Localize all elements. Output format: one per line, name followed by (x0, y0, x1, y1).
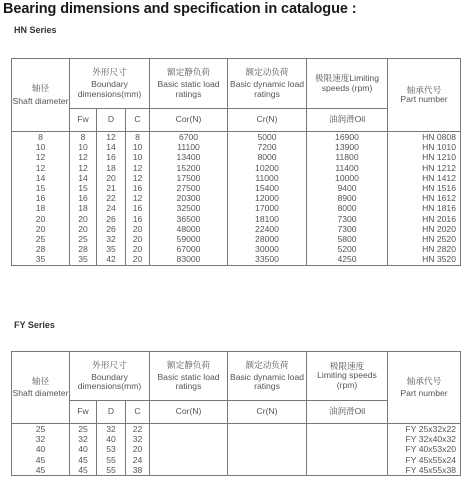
fy-boundary-header (70, 352, 150, 401)
hn-cell-d: 18 (97, 163, 126, 173)
fy-cell-dynamic-load (228, 434, 307, 444)
fy-cell-dynamic-load (228, 465, 307, 476)
fy-cell-static-load (150, 424, 228, 435)
table-row (12, 465, 461, 476)
hn-spec-table (11, 58, 461, 266)
fy-cell-static-load (150, 465, 228, 476)
fy-part-cn: 轴承代号 (406, 375, 442, 386)
hn-cell-fw: 28 (70, 244, 97, 254)
hn-cell-d: 14 (97, 142, 126, 152)
table-row (12, 183, 461, 193)
hn-cell-speed-oil: 4250 (307, 254, 388, 265)
fy-cell-c: 20 (126, 444, 150, 454)
hn-boundary-cn: 外形尺寸 (92, 67, 127, 78)
fy-fw-header: Fw (70, 401, 97, 424)
hn-cell-dynamic-load: 8000 (228, 152, 307, 162)
fy-cell-dynamic-load (228, 424, 307, 435)
fy-cell-d: 53 (97, 444, 126, 454)
fy-cell-shaft-diameter: 45 (12, 465, 70, 476)
fy-static-unit: Cor(N) (150, 401, 228, 424)
hn-cell-dynamic-load: 10200 (228, 163, 307, 173)
hn-cell-c: 16 (126, 203, 150, 213)
hn-cell-static-load: 32500 (150, 203, 228, 213)
hn-cell-speed-oil: 16900 (307, 132, 388, 143)
table-row (12, 234, 461, 244)
hn-cell-speed-oil: 8900 (307, 193, 388, 203)
fy-speed-cn: 极限速度 (329, 361, 365, 372)
fy-cell-dynamic-load (228, 455, 307, 465)
fy-cell-c: 22 (126, 424, 150, 435)
hn-cell-shaft-diameter: 14 (12, 173, 70, 183)
hn-cell-part-number: HN 1412 (388, 173, 461, 183)
hn-cell-part-number: HN 2520 (388, 234, 461, 244)
hn-part-header (388, 59, 461, 132)
hn-part-cn: 轴承代号 (406, 84, 442, 95)
hn-cell-d: 26 (97, 224, 126, 234)
table-row (12, 152, 461, 162)
hn-cell-shaft-diameter: 12 (12, 152, 70, 162)
hn-cell-d: 35 (97, 244, 126, 254)
hn-cell-speed-oil: 8000 (307, 203, 388, 213)
hn-cell-speed-oil: 5800 (307, 234, 388, 244)
hn-cell-speed-oil: 5200 (307, 244, 388, 254)
hn-cell-c: 12 (126, 173, 150, 183)
hn-cell-shaft-diameter: 16 (12, 193, 70, 203)
fy-cell-shaft-diameter: 45 (12, 455, 70, 465)
hn-cell-c: 20 (126, 244, 150, 254)
hn-cell-shaft-diameter: 35 (12, 254, 70, 265)
hn-cell-shaft-diameter: 12 (12, 163, 70, 173)
fy-speed-header (307, 352, 388, 401)
fy-cell-d: 40 (97, 434, 126, 444)
fy-cell-d: 55 (97, 465, 126, 476)
hn-cell-dynamic-load: 22400 (228, 224, 307, 234)
fy-spec-table (11, 351, 461, 476)
fy-boundary-en: Boundary dimensions(mm) (77, 371, 142, 391)
hn-cell-static-load: 13400 (150, 152, 228, 162)
hn-cell-part-number: HN 1816 (388, 203, 461, 213)
hn-cell-shaft-diameter: 28 (12, 244, 70, 254)
hn-static-cn: 额定静负荷 (167, 67, 210, 78)
fy-c-header: C (126, 401, 150, 424)
hn-dynamic-en: Basic dynamic load ratings (229, 79, 305, 99)
hn-cell-fw: 35 (70, 254, 97, 265)
hn-cell-d: 24 (97, 203, 126, 213)
fy-cell-part-number: FY 45x55x24 (388, 455, 461, 465)
table-row (12, 455, 461, 465)
hn-part-en: Part number (400, 94, 448, 104)
hn-cell-speed-oil: 7300 (307, 214, 388, 224)
table-row (12, 214, 461, 224)
hn-cell-speed-oil: 10000 (307, 173, 388, 183)
hn-d-header: D (97, 109, 126, 132)
fy-dynamic-unit: Cr(N) (228, 401, 307, 424)
hn-cell-shaft-diameter: 20 (12, 224, 70, 234)
hn-cell-shaft-diameter: 20 (12, 214, 70, 224)
hn-cell-static-load: 59000 (150, 234, 228, 244)
hn-cell-d: 32 (97, 234, 126, 244)
hn-shaft-en: Shaft diameter (12, 95, 69, 106)
hn-cell-static-load: 6700 (150, 132, 228, 143)
hn-cell-fw: 20 (70, 214, 97, 224)
hn-cell-shaft-diameter: 18 (12, 203, 70, 213)
table-row (12, 142, 461, 152)
hn-cell-static-load: 48000 (150, 224, 228, 234)
fy-cell-c: 24 (126, 455, 150, 465)
hn-cell-d: 21 (97, 183, 126, 193)
hn-cell-d: 42 (97, 254, 126, 265)
hn-cell-dynamic-load: 33500 (228, 254, 307, 265)
hn-cell-static-load: 11100 (150, 142, 228, 152)
hn-cell-speed-oil: 7300 (307, 224, 388, 234)
fy-cell-static-load (150, 455, 228, 465)
hn-speed-unit: 油润滑Oil (307, 109, 388, 132)
fy-static-cn: 额定静负荷 (167, 359, 210, 370)
fy-cell-static-load (150, 434, 228, 444)
fy-cell-fw: 45 (70, 455, 97, 465)
hn-cell-fw: 12 (70, 163, 97, 173)
hn-fw-header: Fw (70, 109, 97, 132)
hn-cell-part-number: HN 1516 (388, 183, 461, 193)
hn-cell-dynamic-load: 15400 (228, 183, 307, 193)
hn-cell-c: 20 (126, 224, 150, 234)
fy-cell-speed-oil (307, 455, 388, 465)
table-row (12, 254, 461, 265)
hn-cell-part-number: HN 1212 (388, 163, 461, 173)
hn-static-en: Basic static load ratings (157, 79, 220, 99)
table-row (12, 224, 461, 234)
hn-cell-fw: 8 (70, 132, 97, 143)
fy-speed-en: Limiting speeds (rpm) (317, 370, 377, 390)
hn-cell-fw: 20 (70, 224, 97, 234)
table-row (12, 173, 461, 183)
fy-boundary-cn: 外形尺寸 (92, 359, 127, 370)
hn-cell-c: 12 (126, 193, 150, 203)
hn-cell-c: 10 (126, 152, 150, 162)
hn-cell-c: 10 (126, 142, 150, 152)
fy-shaft-cn: 轴径 (31, 375, 50, 386)
hn-cell-static-load: 17500 (150, 173, 228, 183)
hn-cell-static-load: 67000 (150, 244, 228, 254)
hn-cell-part-number: HN 2020 (388, 224, 461, 234)
hn-cell-shaft-diameter: 15 (12, 183, 70, 193)
hn-cell-c: 8 (126, 132, 150, 143)
hn-speed-header (307, 59, 388, 109)
fy-table-body (12, 424, 461, 476)
hn-speed-cn: 极限速度Limiting speeds (rpm) (315, 73, 379, 93)
hn-cell-part-number: HN 1210 (388, 152, 461, 162)
hn-shaft-cn: 轴径 (31, 83, 50, 94)
table-row (12, 203, 461, 213)
hn-cell-dynamic-load: 12000 (228, 193, 307, 203)
hn-cell-dynamic-load: 7200 (228, 142, 307, 152)
table-row (12, 424, 461, 435)
hn-cell-fw: 14 (70, 173, 97, 183)
hn-cell-dynamic-load: 30000 (228, 244, 307, 254)
fy-cell-part-number: FY 32x40x32 (388, 434, 461, 444)
table-row (12, 163, 461, 173)
hn-cell-c: 20 (126, 254, 150, 265)
hn-cell-dynamic-load: 5000 (228, 132, 307, 143)
fy-cell-fw: 25 (70, 424, 97, 435)
fy-cell-part-number: FY 45x55x38 (388, 465, 461, 476)
hn-cell-c: 20 (126, 234, 150, 244)
fy-shaft-header (12, 352, 70, 424)
hn-boundary-header (70, 59, 150, 109)
hn-cell-c: 12 (126, 163, 150, 173)
fy-part-en: Part number (400, 388, 448, 398)
hn-cell-fw: 18 (70, 203, 97, 213)
fy-cell-speed-oil (307, 434, 388, 444)
hn-cell-dynamic-load: 17000 (228, 203, 307, 213)
page-title: Bearing dimensions and specification in catalogue : (3, 1, 357, 17)
table-row (12, 244, 461, 254)
hn-header-row-1 (12, 59, 461, 109)
hn-cell-fw: 12 (70, 152, 97, 162)
fy-shaft-en: Shaft diameter (12, 388, 69, 398)
table-row (12, 193, 461, 203)
hn-dynamic-cn: 额定动负荷 (245, 67, 289, 78)
hn-cell-fw: 25 (70, 234, 97, 244)
hn-shaft-header (12, 59, 70, 132)
hn-cell-speed-oil: 11800 (307, 152, 388, 162)
fy-header-row-1 (12, 352, 461, 401)
hn-dynamic-unit: Cr(N) (228, 109, 307, 132)
fy-cell-fw: 40 (70, 444, 97, 454)
fy-dynamic-cn: 额定动负荷 (245, 359, 289, 370)
fy-part-header (388, 352, 461, 424)
hn-cell-part-number: HN 0808 (388, 132, 461, 143)
hn-cell-dynamic-load: 11000 (228, 173, 307, 183)
hn-c-header: C (126, 109, 150, 132)
hn-cell-static-load: 36500 (150, 214, 228, 224)
hn-cell-dynamic-load: 18100 (228, 214, 307, 224)
hn-cell-static-load: 15200 (150, 163, 228, 173)
hn-table-body (12, 132, 461, 266)
hn-cell-static-load: 83000 (150, 254, 228, 265)
fy-cell-shaft-diameter: 32 (12, 434, 70, 444)
hn-cell-part-number: HN 1010 (388, 142, 461, 152)
fy-cell-c: 32 (126, 434, 150, 444)
hn-boundary-en: Boundary dimensions(mm) (77, 79, 142, 99)
hn-cell-fw: 15 (70, 183, 97, 193)
fy-dynamic-en: Basic dynamic load ratings (229, 371, 305, 391)
fy-cell-dynamic-load (228, 444, 307, 454)
table-row (12, 132, 461, 143)
hn-cell-d: 26 (97, 214, 126, 224)
hn-cell-dynamic-load: 28000 (228, 234, 307, 244)
fy-cell-d: 55 (97, 455, 126, 465)
hn-cell-part-number: HN 1612 (388, 193, 461, 203)
hn-cell-static-load: 27500 (150, 183, 228, 193)
hn-cell-fw: 16 (70, 193, 97, 203)
hn-cell-part-number: HN 2016 (388, 214, 461, 224)
hn-cell-shaft-diameter: 25 (12, 234, 70, 244)
hn-cell-part-number: HN 2820 (388, 244, 461, 254)
fy-cell-fw: 45 (70, 465, 97, 476)
table-row (12, 444, 461, 454)
hn-cell-shaft-diameter: 10 (12, 142, 70, 152)
fy-cell-part-number: FY 25x32x22 (388, 424, 461, 435)
hn-cell-speed-oil: 9400 (307, 183, 388, 193)
fy-cell-speed-oil (307, 444, 388, 454)
fy-cell-shaft-diameter: 25 (12, 424, 70, 435)
hn-cell-part-number: HN 3520 (388, 254, 461, 265)
fy-cell-part-number: FY 40x53x20 (388, 444, 461, 454)
hn-cell-d: 20 (97, 173, 126, 183)
fy-series-title: FY Series (14, 320, 55, 330)
hn-cell-d: 16 (97, 152, 126, 162)
hn-cell-shaft-diameter: 8 (12, 132, 70, 143)
fy-cell-c: 38 (126, 465, 150, 476)
hn-cell-d: 12 (97, 132, 126, 143)
fy-static-en: Basic static load ratings (157, 371, 220, 391)
fy-cell-speed-oil (307, 465, 388, 476)
hn-cell-d: 22 (97, 193, 126, 203)
hn-cell-speed-oil: 11400 (307, 163, 388, 173)
hn-series-title: HN Series (14, 25, 57, 35)
fy-d-header: D (97, 401, 126, 424)
hn-static-header (150, 59, 228, 109)
hn-dynamic-header (228, 59, 307, 109)
fy-dynamic-header (228, 352, 307, 401)
fy-cell-d: 32 (97, 424, 126, 435)
fy-cell-static-load (150, 444, 228, 454)
hn-cell-speed-oil: 13900 (307, 142, 388, 152)
fy-speed-unit: 油润滑Oil (307, 401, 388, 424)
hn-static-unit: Cor(N) (150, 109, 228, 132)
hn-cell-c: 16 (126, 214, 150, 224)
fy-cell-shaft-diameter: 40 (12, 444, 70, 454)
hn-cell-static-load: 20300 (150, 193, 228, 203)
fy-cell-fw: 32 (70, 434, 97, 444)
fy-cell-speed-oil (307, 424, 388, 435)
hn-cell-fw: 10 (70, 142, 97, 152)
hn-cell-c: 16 (126, 183, 150, 193)
table-row (12, 434, 461, 444)
fy-static-header (150, 352, 228, 401)
